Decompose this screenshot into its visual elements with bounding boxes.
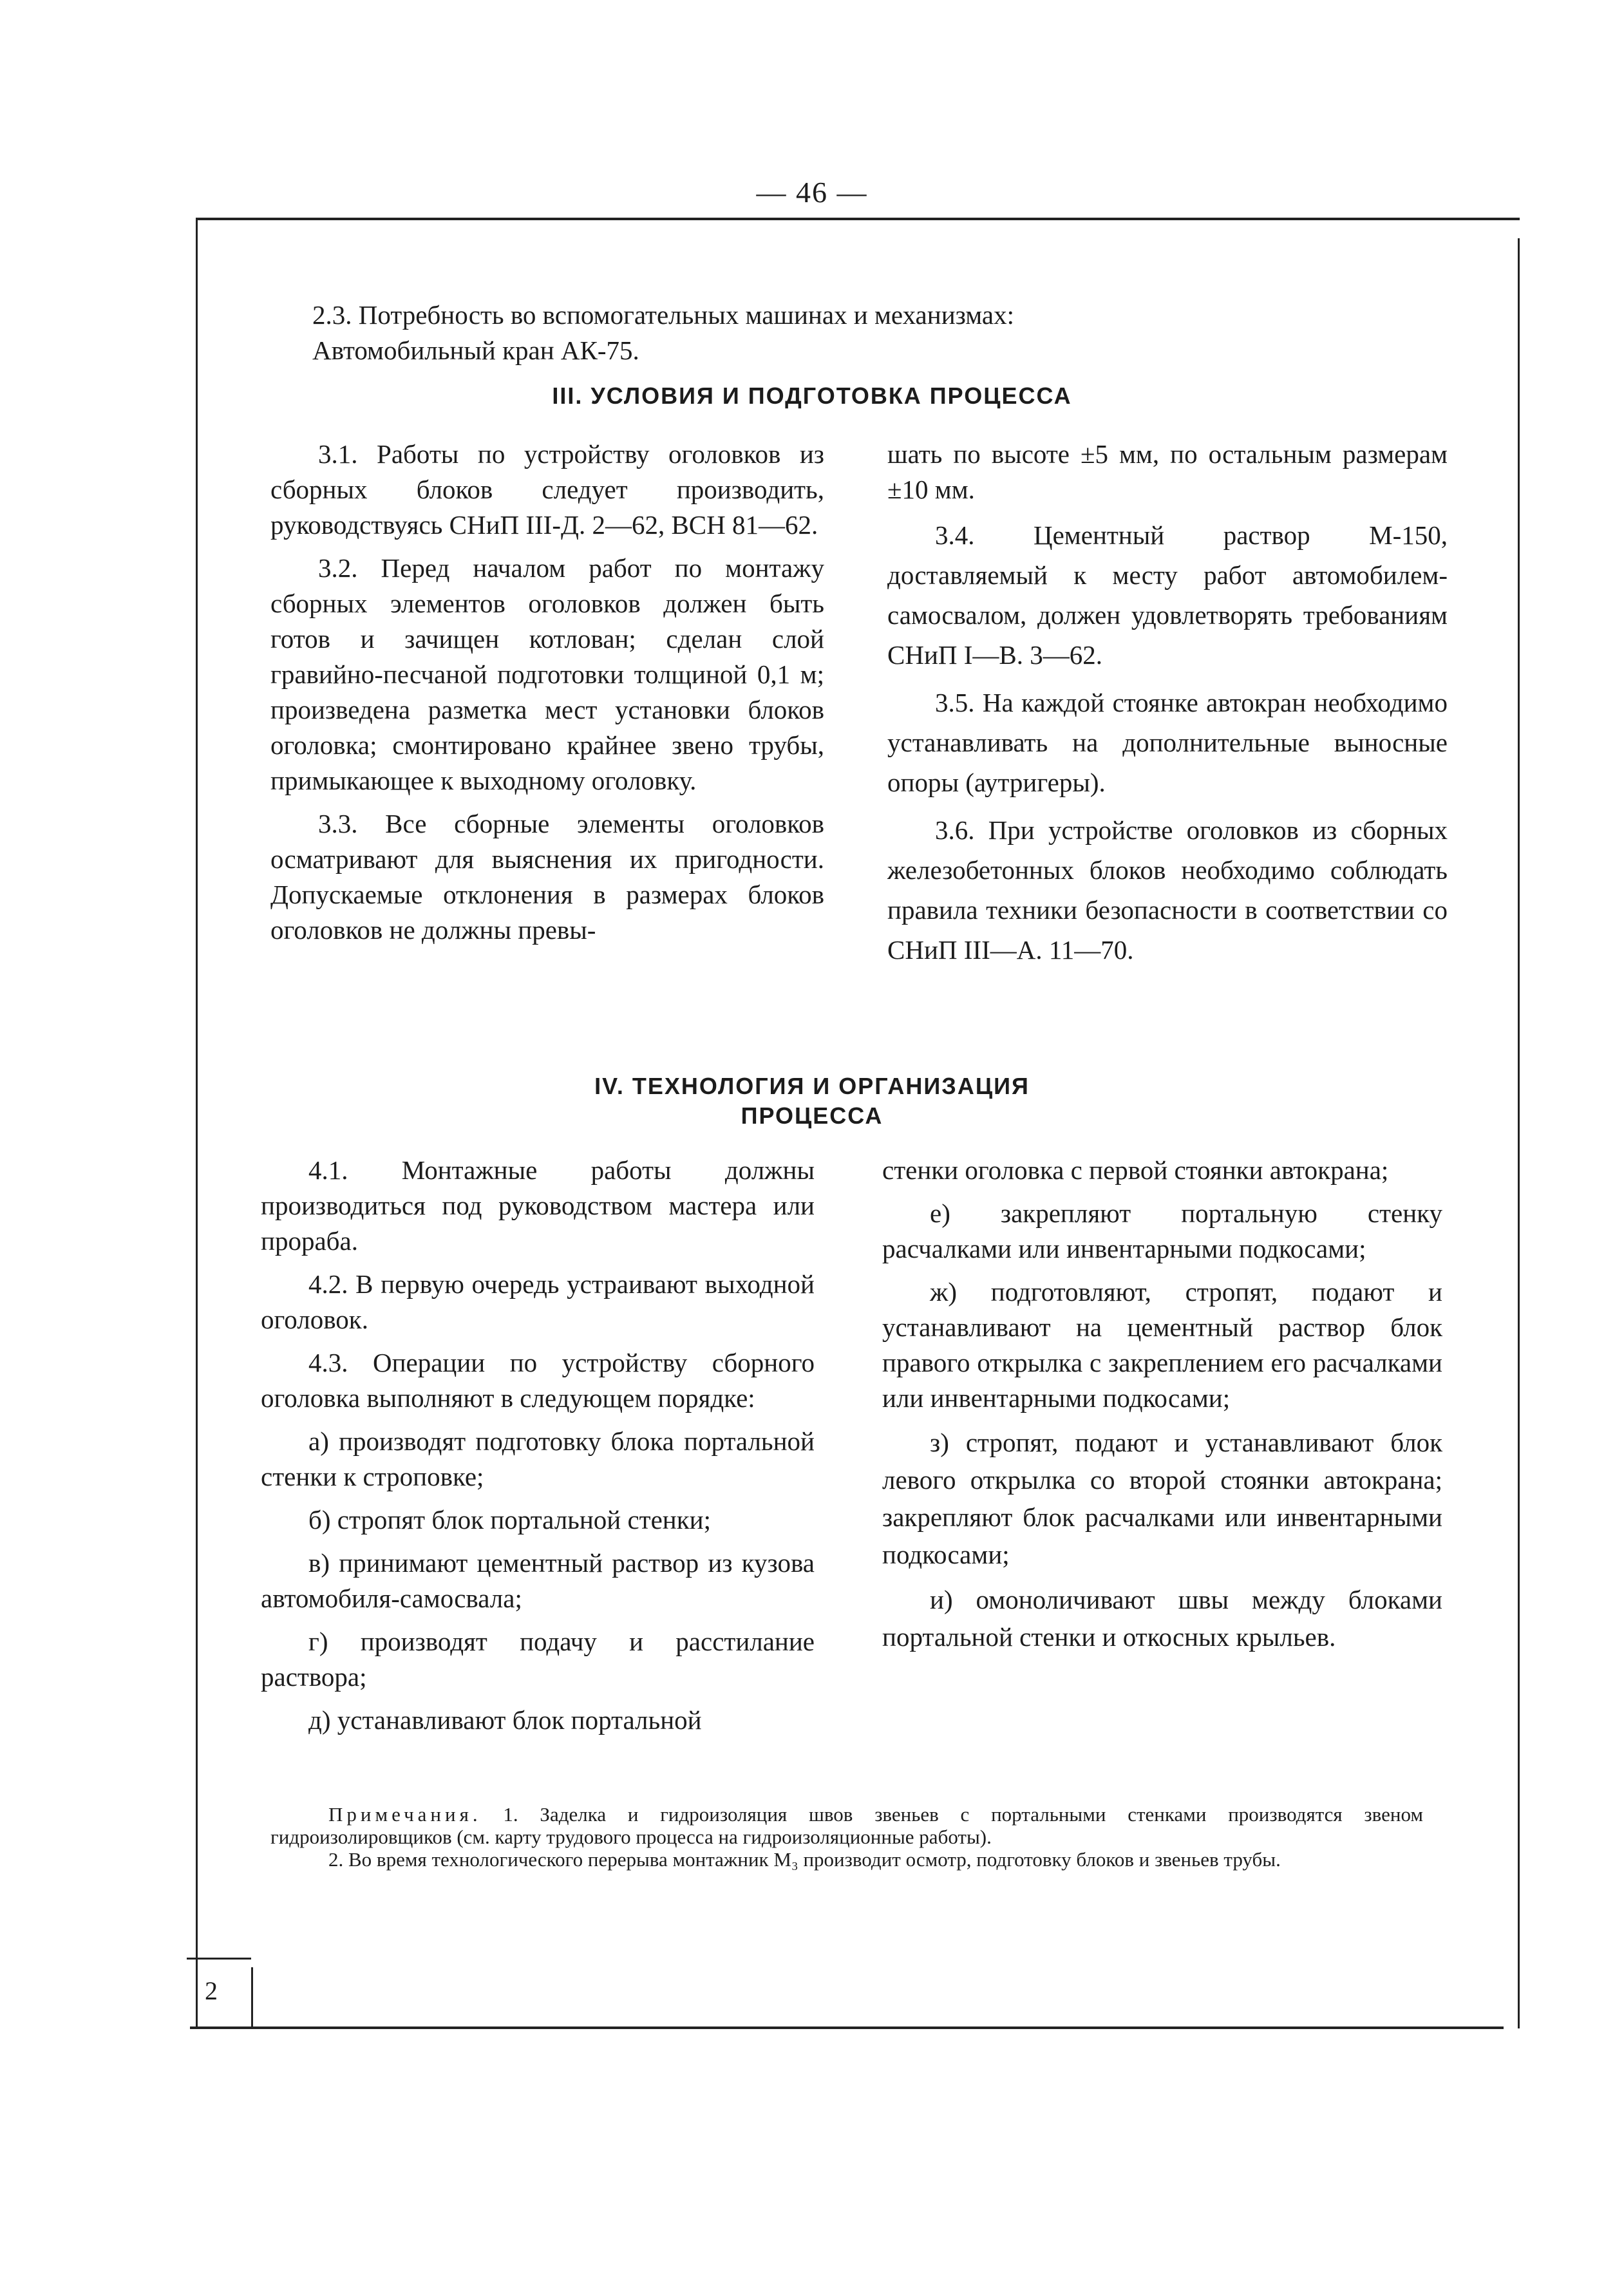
step-d: д) устанавливают блок портальной (308, 1705, 702, 1735)
section-4-heading-line-1: IV. ТЕХНОЛОГИЯ И ОРГАНИЗАЦИЯ (594, 1073, 1030, 1099)
step-g: г) производят подачу и расстилание раствора; (261, 1627, 815, 1692)
paragraph-3-6: 3.6. При устройстве оголовков из сборных железобетонных блоков необходимо соблюдать правила техники безопасности в соответствии со СНиП III—А. 11—70. (887, 815, 1448, 965)
frame-right-line (1518, 238, 1520, 2028)
intro-block (312, 298, 1175, 368)
section-4-right-column (882, 1153, 1442, 1656)
paragraph-3-3-continued: шать по высоте ±5 мм, по остальным размерам ±10 мм. (887, 439, 1448, 504)
page-number: — 46 — (756, 176, 868, 209)
section-3-right-column (887, 437, 1448, 970)
sheet-box-top-line (187, 1958, 251, 1960)
paragraph-3-4: 3.4. Цементный раствор М-150, доставляемый к месту работ автомобилем-самосвалом, должен удовлетворять требованиям СНиП I—В. 3—62. (887, 520, 1448, 670)
note-2: 2. Во время технологического перерыва монтажник М₃ производит осмотр, подготовку блоков и звеньев трубы. (328, 1848, 1281, 1871)
note-1-text: 1. Заделка и гидроизоляция швов звеньев с портальными стенками производятся звеном гидроизолировщиков (см. карту трудового процесса на гидроизоляционные работы). (270, 1803, 1424, 1848)
frame-bottom-line (190, 2027, 1504, 2029)
step-i: и) омоноличивают швы между блоками портальной стенки и откосных крыльев. (882, 1585, 1442, 1652)
paragraph-3-5: 3.5. На каждой стоянке автокран необходимо устанавливать на дополнительные выносные опоры (аутригеры). (887, 688, 1448, 797)
section-4-heading-line-2: ПРОЦЕССА (741, 1102, 883, 1129)
step-z: з) стропят, подают и устанавливают блок левого открылка со второй стоянки автокрана; закрепляют блок расчалками или инвентарными подкосами; (882, 1428, 1442, 1569)
paragraph-3-2: 3.2. Перед началом работ по монтажу сборных элементов оголовков должен быть готов и зачищен котлован; сделан слой гравийно-песчаной подготовки толщиной 0,1 м; произведена разметка мест установки блоков оголовка; смонтировано крайнее звено трубы, примыкающее к выходному оголовку. (270, 553, 824, 795)
step-a: а) производят подготовку блока портальной стенки к строповке; (261, 1426, 815, 1491)
section-3-heading: III. УСЛОВИЯ И ПОДГОТОВКА ПРОЦЕССА (552, 383, 1072, 409)
section-3-left-column (270, 437, 824, 948)
intro-line-2: Автомобильный кран АК-75. (312, 335, 639, 365)
notes-label: Примечания. (328, 1803, 482, 1826)
step-b: б) стропят блок портальной стенки; (308, 1505, 711, 1535)
step-e: е) закрепляют портальную стенку расчалками или инвентарными подкосами; (882, 1198, 1442, 1263)
step-zh: ж) подготовляют, стропят, подают и устанавливают на цементный раствор блок правого открылка с закреплением его расчалками или инвентарными подкосами; (882, 1277, 1442, 1413)
paragraph-4-2: 4.2. В первую очередь устраивают выходной оголовок. (261, 1269, 815, 1334)
notes-block (270, 1803, 1423, 1871)
sheet-number: 2 (205, 1976, 218, 2005)
section-4-heading (0, 1072, 1624, 1131)
step-d-continued: стенки оголовка с первой стоянки автокрана; (882, 1155, 1389, 1185)
frame-top-line (196, 218, 1520, 220)
section-4-left-column (261, 1153, 815, 1738)
paragraph-3-3: 3.3. Все сборные элементы оголовков осматривают для выяснения их пригодности. Допускаемые отклонения в размерах блоков оголовков не должны превы- (270, 809, 824, 945)
sheet-box-right-line (251, 1967, 253, 2027)
paragraph-3-1: 3.1. Работы по устройству оголовков из сборных блоков следует производить, руководствуясь СНиП III-Д. 2—62, ВСН 81—62. (270, 439, 824, 540)
intro-line-1: 2.3. Потребность во вспомогательных машинах и механизмах: (312, 300, 1015, 330)
note-1 (270, 1803, 1423, 1848)
paragraph-4-3: 4.3. Операции по устройству сборного оголовка выполняют в следующем порядке: (261, 1348, 815, 1413)
step-v: в) принимают цементный раствор из кузова автомобиля-самосвала; (261, 1548, 815, 1613)
paragraph-4-1: 4.1. Монтажные работы должны производиться под руководством мастера или прораба. (261, 1155, 815, 1256)
